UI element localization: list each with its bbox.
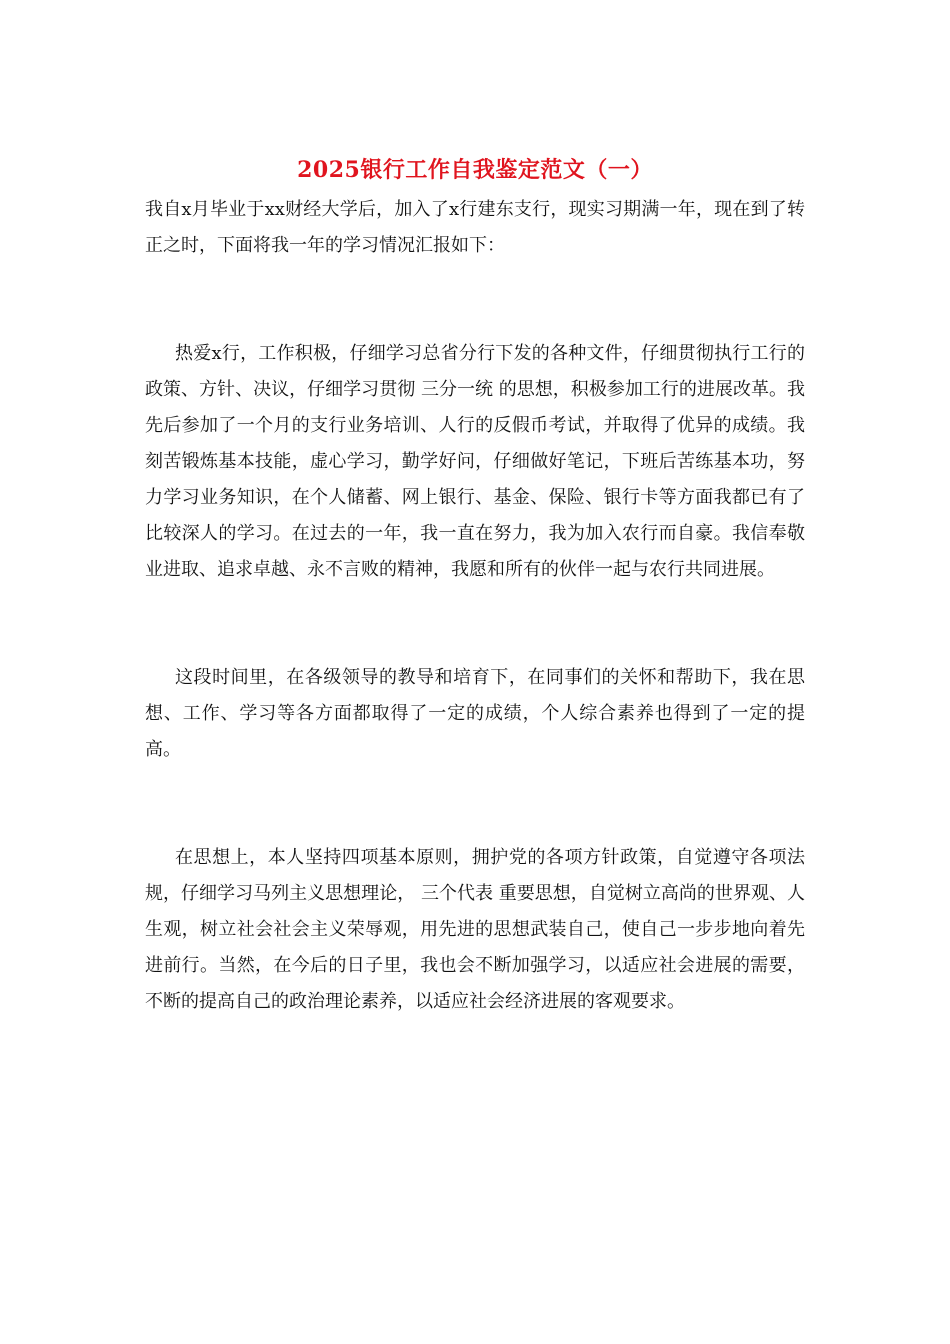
progress-paragraph: 这段时间里，在各级领导的教导和培育下，在同事们的关怀和帮助下，我在思想、工作、学习等各方面都取得了一定的成绩，个人综合素养也得到了一定的提高。 [145,667,805,760]
document-title: 2025银行工作自我鉴定范文（一） [297,157,653,183]
paragraph-spacer [145,264,805,336]
document-body [145,192,805,1020]
paragraph-spacer [145,768,805,840]
work-paragraph: 热爱x行，工作积极，仔细学习总省分行下发的各种文件，仔细贯彻执行工行的政策、方针、决议，仔细学习贯彻 三分一统 的思想，积极参加工行的进展改革。我先后参加了一个月的支行业务培训、人行的反假币考试，并取得了优异的成绩。我刻苦锻炼基本技能，虚心学习，勤学好问，仔细做好笔记，下班后苦练基本功，努力学习业务知识，在个人储蓄、网上银行、基金、保险、银行卡等方面我都已有了比较深人的学习。在过去的一年，我一直在努力，我为加入农行而自豪。我信奉敬业进取、追求卓越、永不言败的精神，我愿和所有的伙伴一起与农行共同进展。 [145,343,805,580]
paragraph-spacer [145,588,805,660]
intro-paragraph: 我自x月毕业于xx财经大学后，加入了x行建东支行，现实习期满一年，现在到了转正之时，下面将我一年的学习情况汇报如下： [145,199,805,256]
ideology-paragraph: 在思想上，本人坚持四项基本原则，拥护党的各项方针政策，自觉遵守各项法规，仔细学习马列主义思想理论， 三个代表 重要思想，自觉树立高尚的世界观、人生观，树立社会社会主义荣辱观，用先进的思想武装自己，使自己一步步地向着先进前行。当然，在今后的日子里，我也会不断加强学习，以适应社会进展的需要，不断的提高自己的政治理论素养，以适应社会经济进展的客观要求。 [145,847,805,1012]
